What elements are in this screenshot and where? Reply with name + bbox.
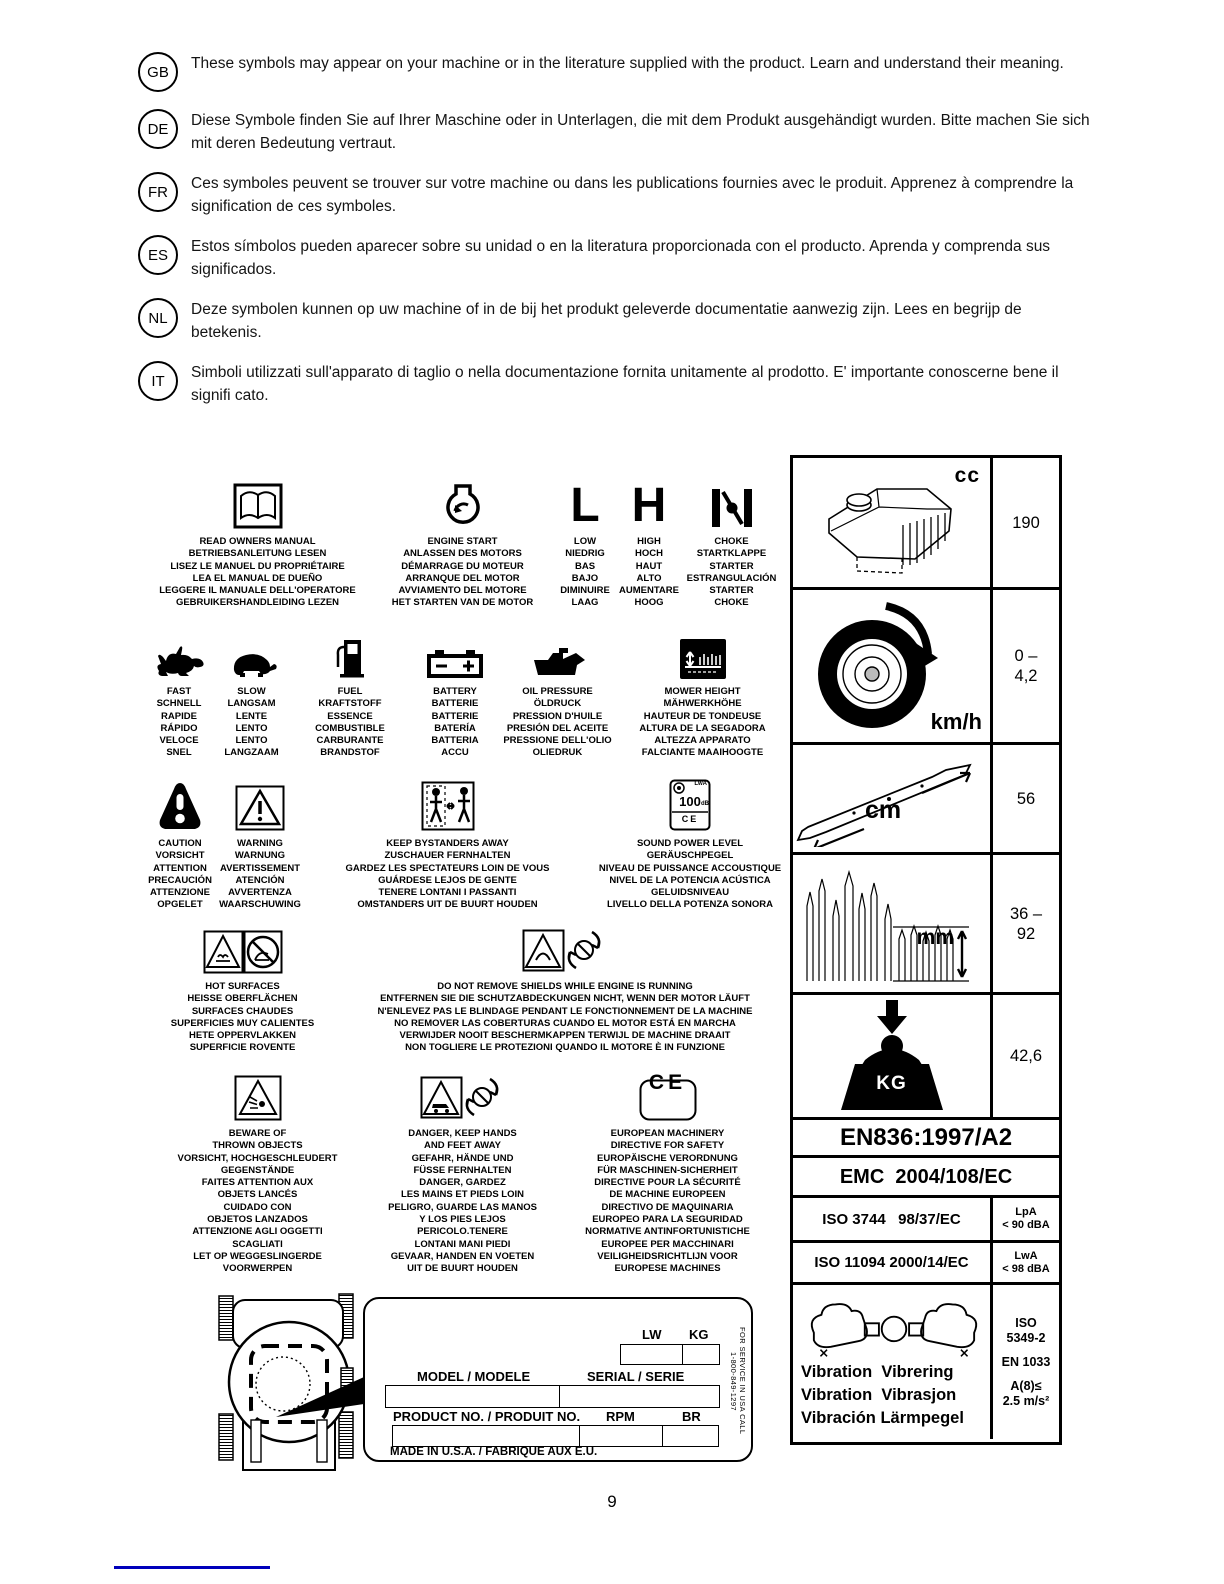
spec-row-speed xyxy=(793,590,1059,745)
iso-3744-label: ISO 3744 98/37/EC xyxy=(793,1198,993,1240)
symbol-danger-hands-feet xyxy=(375,1067,550,1276)
symbol-high xyxy=(620,475,678,610)
caution-icon xyxy=(158,777,202,831)
vibration-standards: ISO 5349-2 EN 1033 A(8)≤ 2.5 m/s² xyxy=(1001,1315,1051,1408)
spec-row-cutting-height xyxy=(793,855,1059,995)
symbol-label: EUROPEAN MACHINERY DIRECTIVE FOR SAFETY EUROPÄISCHE VERORDNUNG FÜR MASCHINEN-SICHERHEIT DIRECTIVE POUR LA SÉCURITÉ DE MACHINE EUROPEEN DIRECTIVO DE MAQUINARIA EUROPEO PARA LA SEGURIDAD NORMATIVE ANTINFORTUNISTICHE EUROPEE PER MACCHINARI VEILIGHEIDSRICHTLIJN VOOR EUROPESE MACHINES xyxy=(585,1128,750,1275)
product-no-label: PRODUCT NO. / PRODUIT NO. xyxy=(393,1409,581,1424)
symbol-label: FAST SCHNELL RAPIDE RÁPIDO VELOCE SNEL xyxy=(156,686,202,759)
footer-rule xyxy=(114,1566,270,1569)
symbol-label: LOW NIEDRIG BAS BAJO DIMINUIRE LAAG xyxy=(560,536,610,609)
engine-displacement-value: 190 xyxy=(1012,513,1040,532)
symbol-label: DANGER, KEEP HANDS AND FEET AWAY GEFAHR, HÄNDE UND FÜSSE FERNHALTEN DANGER, GARDEZ LES MAINS ET PIEDS LOIN PELIGRO, GUARDE LAS MANOS Y LOS PIES LEJOS PERICOLO.TENERE LONTANI MANI PIEDI GEVAAR, HANDEN EN VOETEN UIT DE BUURT HOUDEN xyxy=(388,1128,537,1275)
symbol-label: WARNING WARNUNG AVERTISSEMENT ATENCIÓN AVVERTENZA WAARSCHUWING xyxy=(219,838,301,911)
intro-section xyxy=(138,50,1090,422)
noise-row-lpa xyxy=(793,1198,1059,1243)
intro-item-nl xyxy=(138,296,1090,344)
br-label: BR xyxy=(682,1409,701,1424)
symbol-label: HOT SURFACES HEISSE OBERFLÄCHEN SURFACES CHAUDES SUPERFICIES MUY CALIENTES HETE OPPERVLAKKEN SUPERFICIE ROVENTE xyxy=(170,981,315,1054)
spec-table xyxy=(790,455,1062,1445)
lang-badge-fr: FR xyxy=(138,172,178,212)
symbol-label: DO NOT REMOVE SHIELDS WHILE ENGINE IS RUNNING ENTFERNEN SIE DIE SCHUTZABDECKUNGEN NICHT, WENN DER MOTOR LÄUFT N'ENLEVEZ PAS LE BLINDAGE PENDANT LE FONCTIONNEMENT DE LA MACHINE NO REMOVER LAS COBERTURAS CUANDO EL MOTOR ESTÁ EN MARCHA VERWIJDER NOOIT BESCHERMKAPPEN TERWIJL DE MACHINE DRAAIT NON TOGLIERE LE PROTEZIONI QUANDO IL MOTORE È IN FUNZIONE xyxy=(377,981,753,1054)
intro-text-fr: Ces symboles peuvent se trouver sur votre machine ou dans les publications fournies avec le produit. Apprenez à comprendre la signification de ces symboles. xyxy=(191,175,1074,215)
symbol-label: READ OWNERS MANUAL BETRIEBSANLEITUNG LESEN LISEZ LE MANUEL DU PROPRIÉTAIRE LEA EL MANUAL DE DUEÑO LEGGERE IL MANUALE DELL'OPERATORE GEBRUIKERSHANDLEIDING LEZEN xyxy=(159,536,356,609)
shields-rotating-icon xyxy=(522,920,608,974)
intro-text-de: Diese Symbole finden Sie auf Ihrer Maschine oder in Unterlagen, die mit dem Produkt ausgehändigt wurden. Bitte machen Sie sich mit deren Bedeutung vertraut. xyxy=(191,112,1090,152)
id-plate xyxy=(363,1297,753,1462)
symbol-choke xyxy=(678,475,785,610)
rpm-br-divider xyxy=(662,1425,663,1447)
unit-cc-label: cc xyxy=(954,464,980,487)
hands-feet-blade-icon xyxy=(420,1067,506,1121)
blade-width-icon xyxy=(793,745,993,852)
symbol-low xyxy=(550,475,620,610)
standard-en836: EN836:1997/A2 xyxy=(793,1120,1059,1158)
choke-icon xyxy=(709,475,755,529)
callout-pointer xyxy=(268,1368,366,1420)
rabbit-icon xyxy=(153,625,205,679)
sound-power-icon xyxy=(669,777,711,831)
kg-label: KG xyxy=(689,1327,709,1342)
symbol-battery xyxy=(415,625,495,760)
oil-can-icon xyxy=(529,625,587,679)
symbol-row-3 xyxy=(140,777,785,912)
symbol-label: CAUTION VORSICHT ATTENTION PRECAUCIÓN ATTENZIONE OPGELET xyxy=(148,838,212,911)
symbol-label: BEWARE OF THROWN OBJECTS VORSICHT, HOCHGESCHLEUDERT GEGENSTÄNDE FAITES ATTENTION AUX OBJETS LANCÉS CUIDADO CON OBJETOS LANZADOS ATTENZIONE AGLI OGGETTI SCAGLIATI LET OP WEGGESLINGERDE VOORWERPEN xyxy=(177,1128,338,1275)
fuel-pump-icon xyxy=(335,625,365,679)
intro-item-gb xyxy=(138,50,1090,92)
symbol-label: SOUND POWER LEVEL GERÄUSCHPEGEL NIVEAU DE PUISSANCE ACCOUSTIQUE NIVEL DE LA POTENCIA ACÚSTICA GELUIDSNIVEAU LIVELLO DELLA POTENZA SONORA xyxy=(598,838,782,911)
model-serial-divider xyxy=(559,1385,560,1408)
sound-lwa-label: LwA xyxy=(694,781,707,787)
product-box xyxy=(392,1425,719,1447)
lang-badge-es: ES xyxy=(138,235,178,275)
intro-item-de xyxy=(138,107,1090,155)
unit-cm-label: cm xyxy=(865,796,902,824)
symbol-row-4 xyxy=(140,920,785,1055)
bystanders-icon xyxy=(421,777,475,831)
unit-kmh-label: km/h xyxy=(930,709,982,734)
vibration-cell xyxy=(793,1285,993,1439)
symbol-row-2 xyxy=(140,625,785,760)
symbol-slow xyxy=(218,625,285,760)
high-icon: H xyxy=(631,479,667,532)
serial-label: SERIAL / SERIE xyxy=(587,1369,685,1384)
warning-triangle-icon xyxy=(235,777,285,831)
intro-text-es: Estos símbolos pueden aparecer sobre su unidad o en la literatura proporcionada con el producto. Aprenda y comprenda sus significados. xyxy=(191,238,1051,278)
engine-cc-icon xyxy=(793,458,993,587)
cutting-width-value: 56 xyxy=(1016,789,1036,808)
noise-row-lwa xyxy=(793,1243,1059,1285)
intro-item-fr xyxy=(138,170,1090,218)
page-number: 9 xyxy=(607,1492,617,1511)
product-rpm-divider xyxy=(579,1425,580,1447)
symbol-thrown-objects xyxy=(140,1067,375,1276)
turtle-icon xyxy=(226,625,278,679)
symbol-mower-height xyxy=(620,625,785,760)
unit-kg-label: KG xyxy=(876,1073,907,1094)
lang-badge-it: IT xyxy=(138,361,178,401)
weight-kg-icon xyxy=(793,995,993,1117)
service-note xyxy=(729,1311,747,1451)
iso-11094-label: ISO 11094 2000/14/EC xyxy=(793,1243,993,1282)
ce-mark-icon xyxy=(639,1067,697,1121)
engine-start-icon xyxy=(445,475,481,529)
sound-level-value: 100 xyxy=(679,794,701,809)
lw-label: LW xyxy=(642,1327,662,1342)
symbol-sound-power-level xyxy=(595,777,785,912)
lang-badge-gb: GB xyxy=(138,52,178,92)
symbol-row-1 xyxy=(140,475,785,610)
cutting-height-value: 36 – 92 xyxy=(1009,904,1043,943)
vibration-hands-icon xyxy=(801,1295,987,1361)
symbol-label: ENGINE START ANLASSEN DES MOTORS DÉMARRAGE DU MOTEUR ARRANQUE DEL MOTOR AVVIAMENTO DEL MOTORE HET STARTEN VAN DE MOTOR xyxy=(391,536,534,609)
lw-kg-box xyxy=(620,1344,720,1365)
intro-text-gb: These symbols may appear on your machine or in the literature supplied with the product. Learn and understand their meaning. xyxy=(191,55,1064,72)
weight-value: 42,6 xyxy=(1009,1047,1043,1065)
symbol-label: OIL PRESSURE ÖLDRUCK PRESSION D'HUILE PRESIÓN DEL ACEITE PRESSIONE DELL'OLIO OLIEDRUK xyxy=(503,686,612,759)
symbol-keep-bystanders-away xyxy=(300,777,595,912)
symbol-fast xyxy=(140,625,218,760)
symbol-hot-surfaces xyxy=(140,920,345,1055)
service-note-line2: 1-800-849-1297 xyxy=(729,1351,738,1411)
symbol-label: FUEL KRAFTSTOFF ESSENCE COMBUSTIBLE CARBURANTE BRANDSTOF xyxy=(315,686,385,759)
cutting-height-icon xyxy=(793,855,993,992)
ce-mark-small: CE xyxy=(681,814,699,824)
hot-surfaces-icon xyxy=(203,920,283,974)
made-in-label: MADE IN U.S.A. / FABRIQUE AUX E.U. xyxy=(390,1446,598,1458)
model-serial-box xyxy=(385,1385,720,1408)
lpa-value: LpA < 90 dBA xyxy=(1002,1206,1050,1231)
vibration-row xyxy=(793,1285,1059,1439)
symbol-row-5 xyxy=(140,1067,785,1276)
spec-row-weight xyxy=(793,995,1059,1120)
spec-row-engine xyxy=(793,458,1059,590)
symbol-label: MOWER HEIGHT MÄHWERKHÖHE HAUTEUR DE TONDEUSE ALTURA DE LA SEGADORA ALTEZZA APPARATO FALCIANTE MAAIHOOGTE xyxy=(639,686,766,759)
vibration-labels: Vibration Vibrering Vibration Vibrasjon Vibración Lärmpegel xyxy=(801,1362,964,1427)
lw-kg-divider xyxy=(682,1344,683,1365)
intro-item-it xyxy=(138,359,1090,407)
book-icon xyxy=(233,475,283,529)
speed-range-value: 0 – 4,2 xyxy=(1014,647,1038,685)
symbol-do-not-remove-shields xyxy=(345,920,785,1055)
spec-row-cutting-width xyxy=(793,745,1059,855)
ce-mark-text: CE xyxy=(648,1071,687,1094)
sound-level-unit: dB xyxy=(701,801,709,807)
mower-height-icon xyxy=(680,625,726,679)
symbol-fuel xyxy=(285,625,415,760)
standard-emc: EMC 2004/108/EC xyxy=(793,1158,1059,1198)
battery-icon xyxy=(426,625,484,679)
symbol-warning xyxy=(220,777,300,912)
intro-text-it: Simboli utilizzati sull'apparato di taglio o nella documentazione fornita unitamente al prodotto. E' importante conoscerne bene il signifi cato. xyxy=(191,364,1059,404)
symbol-label: BATTERY BATTERIE BATTERIE BATERÍA BATTERIA ACCU xyxy=(431,686,479,759)
symbol-read-manual xyxy=(140,475,375,610)
symbol-engine-start xyxy=(375,475,550,610)
symbol-oil-pressure xyxy=(495,625,620,760)
lwa-value: LwA < 98 dBA xyxy=(1002,1249,1050,1275)
lang-badge-nl: NL xyxy=(138,298,178,338)
wheel-speed-icon xyxy=(793,590,993,742)
symbol-label: HIGH HOCH HAUT ALTO AUMENTARE HOOG xyxy=(619,536,679,609)
service-note-line1: FOR SERVICE IN USA CALL xyxy=(738,1327,747,1435)
symbol-european-directive xyxy=(550,1067,785,1276)
rpm-label: RPM xyxy=(606,1409,635,1424)
thrown-objects-icon xyxy=(234,1067,282,1121)
symbol-label: CHOKE STARTKLAPPE STARTER ESTRANGULACIÓN STARTER CHOKE xyxy=(686,536,777,609)
symbol-label: SLOW LANGSAM LENTE LENTO LENTO LANGZAAM xyxy=(224,686,279,759)
symbol-label: KEEP BYSTANDERS AWAY ZUSCHAUER FERNHALTEN GARDEZ LES SPECTATEURS LOIN DE VOUS GUÁRDESE LEJOS DE GENTE TENERE LONTANI I PASSANTI OMSTANDERS UIT DE BUURT HOUDEN xyxy=(345,838,550,911)
low-icon: L xyxy=(570,479,600,532)
intro-text-nl: Deze symbolen kunnen op uw machine of in de bij het produkt geleverde documentatie aanwezig zijn. Lees en begrijp de betekenis. xyxy=(191,301,1022,341)
lang-badge-de: DE xyxy=(138,109,178,149)
unit-mm-label: mm xyxy=(916,926,954,949)
intro-item-es xyxy=(138,233,1090,281)
symbol-caution xyxy=(140,777,220,912)
model-label: MODEL / MODELE xyxy=(417,1369,531,1384)
